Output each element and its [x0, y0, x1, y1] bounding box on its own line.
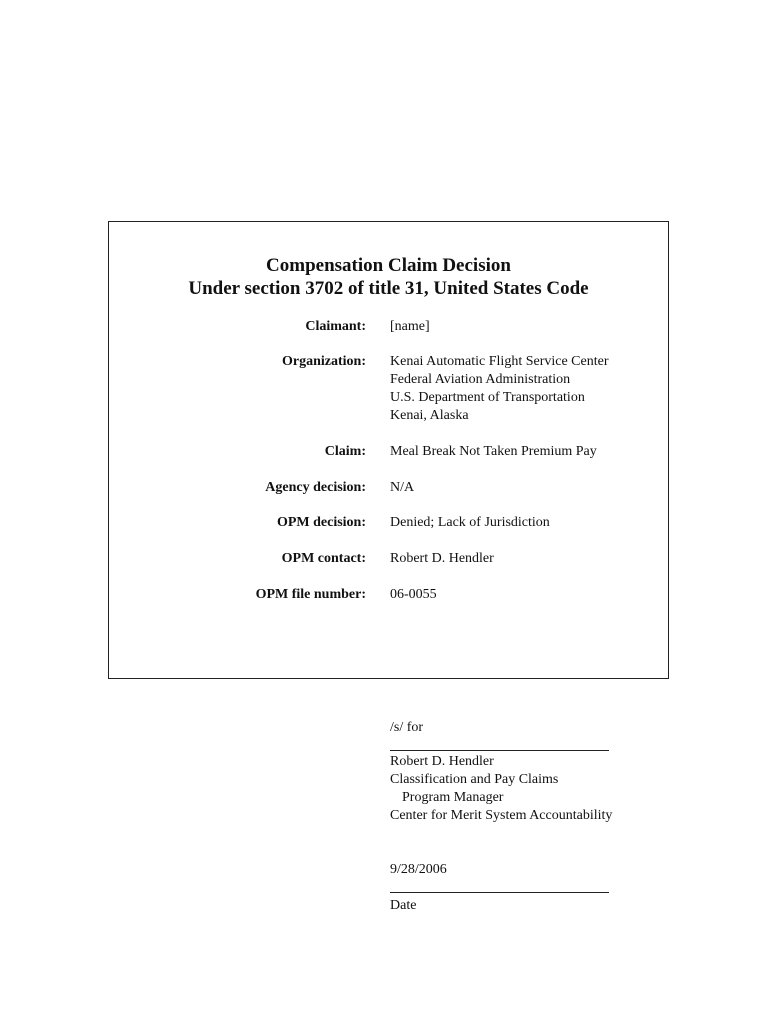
- opm-file-number-label: OPM file number:: [255, 587, 366, 602]
- opm-decision-value: Denied; Lack of Jurisdiction: [390, 515, 550, 530]
- opm-contact-value: Robert D. Hendler: [390, 551, 494, 566]
- signer-title-line-2: Program Manager: [402, 790, 504, 805]
- agency-decision-value: N/A: [390, 480, 415, 495]
- organization-line-3: U.S. Department of Transportation: [390, 390, 585, 405]
- claimant-value: [name]: [390, 319, 430, 334]
- signature-mark: /s/ for: [390, 720, 424, 735]
- signature-date-value: 9/28/2006: [390, 862, 447, 877]
- opm-contact-label: OPM contact:: [281, 551, 366, 566]
- claim-label: Claim:: [324, 444, 366, 459]
- signature-line: [390, 750, 609, 751]
- claimant-label: Claimant:: [305, 319, 366, 334]
- date-line: [390, 892, 609, 893]
- signer-name: Robert D. Hendler: [390, 754, 494, 769]
- decision-summary-box: [108, 221, 669, 679]
- claim-value: Meal Break Not Taken Premium Pay: [390, 444, 597, 459]
- document-subtitle: Under section 3702 of title 31, United States Code: [188, 278, 589, 299]
- document-title: Compensation Claim Decision: [266, 255, 511, 276]
- organization-line-2: Federal Aviation Administration: [390, 372, 571, 387]
- opm-file-number-value: 06-0055: [390, 587, 437, 602]
- opm-decision-label: OPM decision:: [276, 515, 366, 530]
- agency-decision-label: Agency decision:: [265, 480, 366, 495]
- signer-title-line-1: Classification and Pay Claims: [390, 772, 559, 787]
- organization-line-4: Kenai, Alaska: [390, 408, 469, 423]
- organization-line-1: Kenai Automatic Flight Service Center: [390, 354, 609, 369]
- signer-title-line-3: Center for Merit System Accountability: [390, 808, 613, 823]
- organization-label: Organization:: [282, 354, 366, 369]
- date-label: Date: [390, 898, 417, 913]
